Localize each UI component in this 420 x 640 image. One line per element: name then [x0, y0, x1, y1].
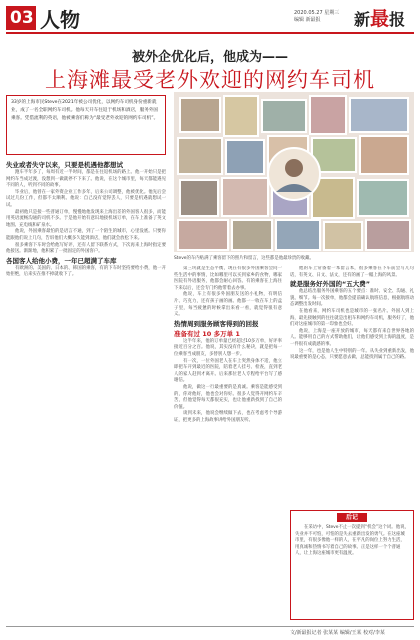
- logo-accent: 最: [370, 8, 390, 30]
- editor-note-title: 后记: [337, 513, 367, 522]
- section-subhead: 失业或者失守以来，只要是机遇他都想试: [6, 161, 123, 169]
- header-rule: [6, 32, 414, 34]
- body-paragraph: 他说，上海是一座开放的城市，每天都有来自世界各地的人。能够用自己的方式帮助他们，让他们感受到上海的温度，是一件很有成就感的事。: [290, 328, 414, 347]
- body-paragraph: 很多乘客下车时会给他写好评，还有人留下联系方式，下次再来上海时指定要他接送。渐渐地，他积累了一批固定的外国客户。: [6, 242, 166, 255]
- body-paragraph: 毕业后，他曾在一家外资企业工作多年，后来公司调整，他被优化。他先后尝试过几份工作，但都不太顺利。他说：自己没有觉得丢人，只要是机遇就想试一试。: [6, 189, 166, 208]
- issue-date: [294, 10, 339, 24]
- text-column-2: [174, 266, 282, 618]
- text-column-3: [290, 266, 414, 506]
- article-subtitle: 被外企优化后，他成为——: [131, 50, 288, 65]
- editor-note-box: [290, 510, 414, 620]
- body-paragraph: 最初他只是接一些普通订单，慢慢地他发现来上海出差的外国客人很多，而能用英语流畅沟通的司机不多。于是他开始有意识地接机场订单，在车上准备了英文地图、充电线和矿泉水。: [6, 209, 166, 228]
- text-column-1: [6, 160, 166, 618]
- article-title: 上海滩最受老外欢迎的网约车司机: [45, 68, 375, 92]
- section-subhead: 各国客人给他小费，一年已超满了车库: [6, 256, 117, 265]
- page-header: [0, 0, 420, 40]
- section-subhead: 就是服务好外国的“五大费”: [290, 280, 371, 289]
- article-lede: 33岁的上海市民Steve在2021年被公司优化，以网约车司机身份重新就业，成了一名全职网约车司机。他每天开车往返于机场和酒店，服务外国乘客。凭借流利的英语，他被乘客们称为“最受老外欢迎的网约车司机”。: [6, 95, 166, 155]
- body-paragraph: 谈到未来，他说会继续做下去，也在考虑考个导游证，把更多的上海故事讲给外国朋友听。: [174, 411, 282, 423]
- footer-rule: [6, 626, 414, 627]
- issue-date-line1: 2020.05.27 星期三: [294, 10, 340, 16]
- body-paragraph: 在他看来，网约车司机也是城市的一张名片。外国人到上海，最先接触到的往往就是出租车和网约车司机，服务好了，他们对这座城市的第一印象也会好。: [290, 308, 414, 328]
- body-paragraph: 他说，做这一行最重要的是真诚。乘客是能感受到的，你对他好，他也会对你好。很多人觉得开网约车辛苦，但他觉得每天都很充实，也让他重新找到了自己的价值。: [174, 384, 282, 410]
- body-paragraph: 跑车半年多了，每周有近一半时间，都是在往返机场的路上。他一开始只是把网约车当成过渡，没想到一做就停不下来了。他说，在这个城市里，每天都能遇见不同的人，听到不同的故事。: [6, 170, 166, 189]
- footer-credits: 文/新最报记者 张某某 编辑/王某 校对/李某: [290, 630, 385, 636]
- photo-collage: [174, 92, 414, 252]
- section-subhead: 准备有过 10 多万单 1: [174, 329, 240, 338]
- newspaper-logo: [354, 4, 405, 31]
- photo-caption: Steve的车内贴满了乘客留下的照片和留言，这些都是他最珍贵的收藏。: [174, 256, 314, 261]
- logo-prefix: 新: [354, 10, 371, 29]
- body-paragraph: 这一年，也是他人生中特别的一年。从失业到重新出发，他说最重要的是心态，只要愿意去做，总能找到属于自己的路。: [290, 348, 414, 361]
- body-paragraph: 有欧洲的、美国的、日本的、韩国的乘客，有的下车时坚持要给小费，他一开始拒绝，后来实在推不掉就收下了。: [6, 265, 166, 278]
- editor-note-text: 在采访中，Steve不止一次提到“机会”这个词。他说，失业并不可怕，可怕的是失去重新出发的勇气。在这座城市里，有很多像他一样的人，在平凡的岗位上努力生活，用真诚和热情书写着自己的故事。正是这样一个个普通人，让上海这座城市更有温度。: [295, 525, 409, 557]
- body-paragraph: 第三块就是生态平衡，现在有很多外国乘客会问一些生活中的事情，比如哪里可以买到家乡的食物，哪家医院有外语服务，他都会耐心回答。有的乘客在上海住下来以后，还会专门约他带着去办事。: [174, 266, 282, 291]
- body-paragraph: 这半年来，他的订单量已经超过10多万单，好评率接近百分之百。他说，其实没有什么秘诀，就是把每一位乘客当成朋友，多替别人想一步。: [174, 338, 282, 357]
- body-paragraph: 他说，外国乘客最怕的是语言不通，到了一个陌生的城市，心里没底。只要你能跟他们说上几句，告诉他们大概多久能到酒店，他们就会放松下来。: [6, 229, 166, 241]
- section-subhead: 热情周到服务顾客得到的回报: [174, 319, 259, 328]
- photo-collage-image: [174, 92, 414, 252]
- section-number: 03: [6, 6, 52, 30]
- issue-date-line2: 编辑 新最报: [294, 17, 321, 23]
- logo-suffix: 报: [389, 10, 406, 29]
- body-paragraph: 有一次，一位外国老人在车上突然身体不适，他立即把车开到最近的医院，陪着老人挂号、检查，直到老人的家人赶到才离开。后来那位老人专程给平台写了感谢信。: [174, 358, 282, 384]
- body-paragraph: 他总结出服务外国乘客的五个要点：准时、安全、沟通、礼貌、细节。每一次接单，他都会提前确认航班信息，根据航班动态调整出发时间。: [290, 289, 414, 308]
- section-name: 人物: [36, 4, 84, 33]
- body-paragraph: 他的车上常备着一本留言本，很多乘客在下车前会写几句话，有英文、日文、法文，还有的画了一幅上海的风景。: [290, 266, 414, 278]
- body-paragraph: 他说，车上有很多外国朋友送的小礼物，有明信片、巧克力，还有孩子画的画。他都一一收在车上的盒子里，每当疲惫的时候拿出来看一看，就觉得很有意义。: [174, 292, 282, 318]
